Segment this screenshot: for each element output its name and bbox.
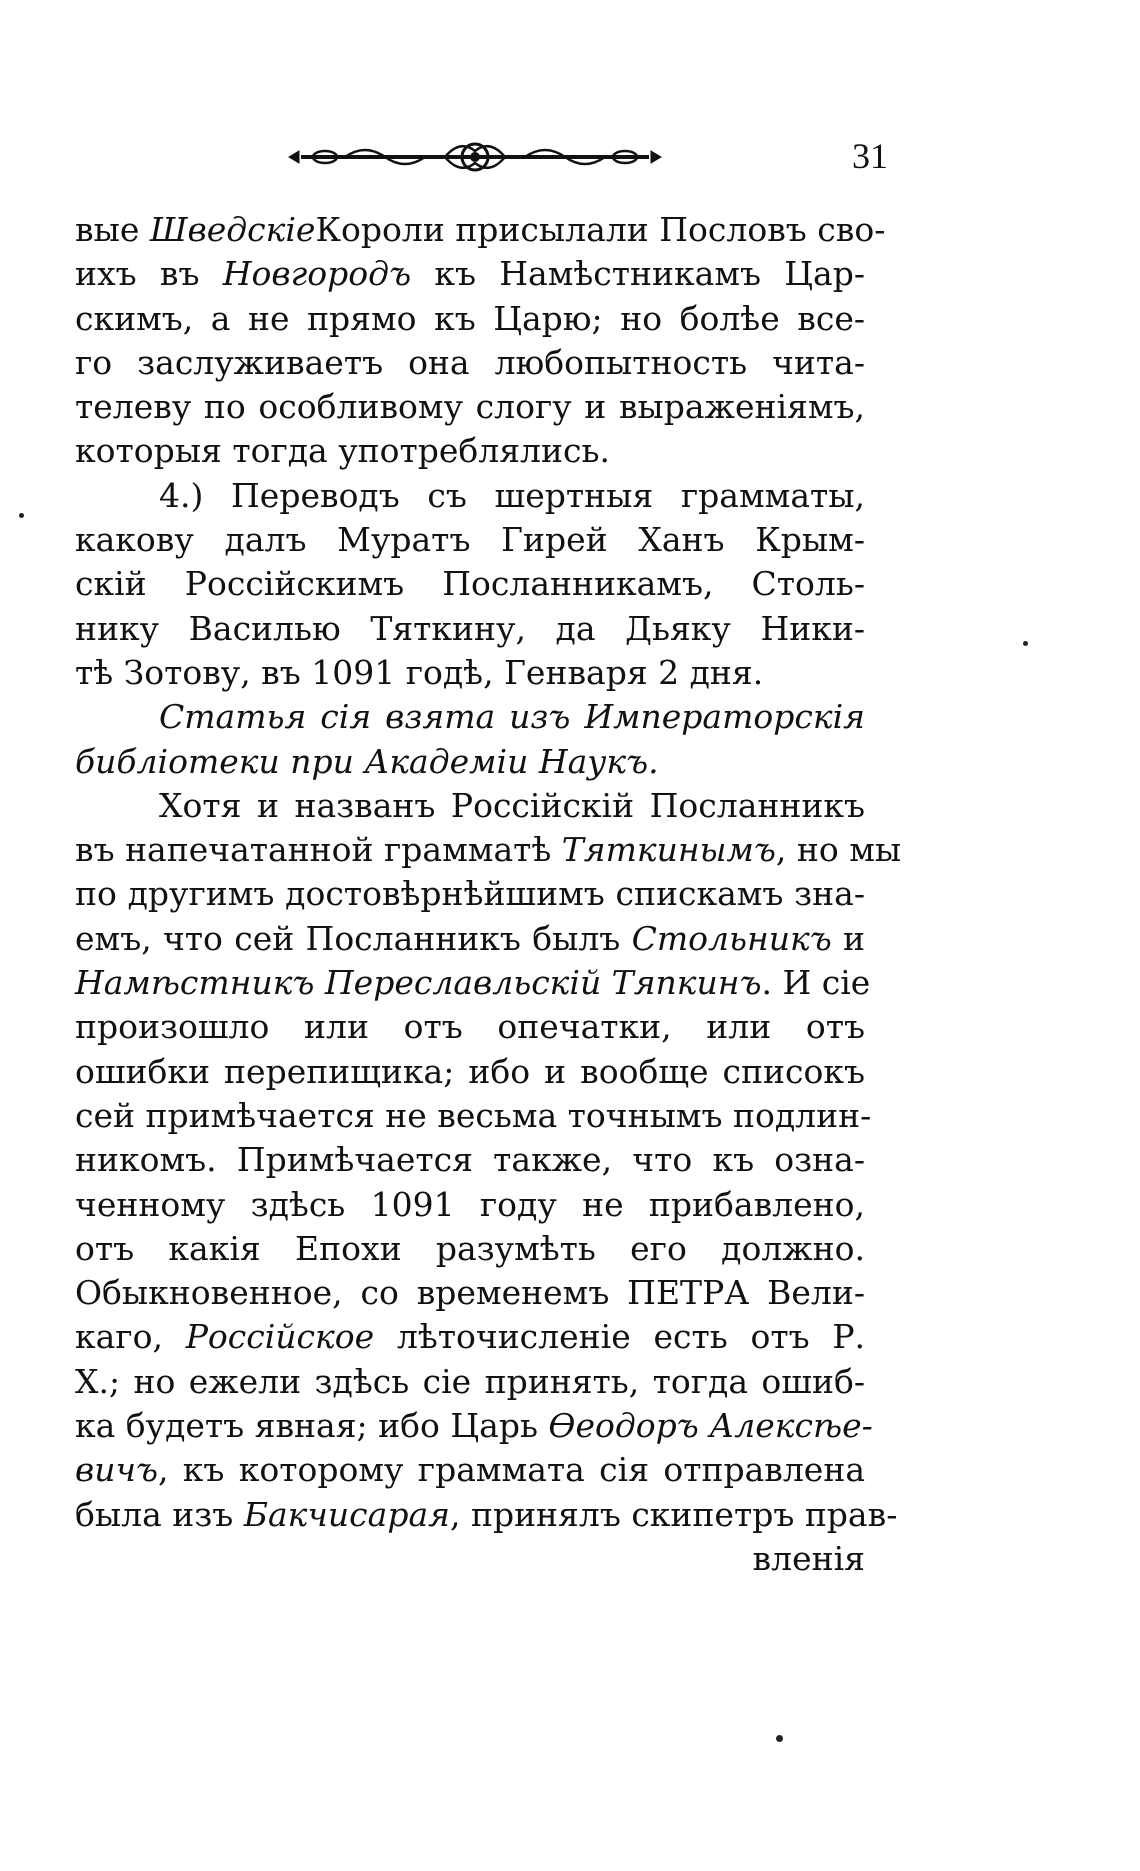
text-segment: го заслуживаетъ она любопытность чита-	[75, 342, 865, 382]
text-line	[75, 297, 865, 341]
text-line	[75, 695, 865, 739]
page-number: 31	[852, 136, 888, 176]
italic-text: Бакчисарая	[243, 1494, 450, 1534]
text-segment: Обыкновенное, со временемъ ПЕТРА Вели-	[75, 1273, 865, 1313]
text-segment: скій Россійскимъ Посланникамъ, Столь-	[75, 564, 865, 604]
text-segment: Хотя и названъ Россійскій Посланникъ	[159, 785, 865, 825]
text-segment: ченному здѣсь 1091 году не прибавлено,	[75, 1184, 865, 1224]
text-segment: сей примѣчается не весьма точнымъ подлин-	[75, 1095, 872, 1135]
text-segment: къ Намѣстникамъ Цар-	[411, 254, 866, 294]
text-segment: емъ, что сей Посланникъ былъ	[75, 918, 632, 958]
text-segment: скимъ, а не прямо къ Царю; но болѣе все-	[75, 298, 865, 338]
text-segment: каго,	[75, 1317, 186, 1357]
text-line	[75, 1271, 865, 1315]
text-line	[75, 872, 865, 916]
text-segment: нику Василью Тяткину, да Дьяку Ники-	[75, 608, 865, 648]
text-line	[75, 1493, 898, 1537]
italic-text: Новгородъ	[222, 254, 412, 294]
text-line	[75, 1448, 865, 1492]
text-line	[75, 1183, 865, 1227]
italic-text: библіотеки при Академіи Наукъ.	[75, 741, 659, 781]
text-segment: которыя тогда употреблялись.	[75, 431, 610, 471]
text-line	[75, 740, 865, 784]
text-segment: телеву по особливому слогу и выраженіямъ,	[75, 387, 865, 427]
text-segment: , но мы	[775, 830, 902, 870]
text-line	[75, 474, 865, 518]
text-segment: была изъ	[75, 1494, 244, 1534]
italic-text: Тяткинымъ	[561, 830, 776, 870]
text-segment: никомъ. Примѣчается также, что къ озна-	[75, 1140, 865, 1180]
italic-text: Статья сія взята изъ Императорскія	[159, 697, 865, 737]
text-segment: . И сіе	[761, 963, 871, 1003]
text-segment: Короли присылали Пословъ сво-	[315, 210, 886, 249]
text-line	[75, 1315, 865, 1359]
ornament-divider-icon	[285, 138, 665, 176]
text-segment: Х.; но ежели здѣсь сіе принять, тогда ошиб-	[75, 1361, 865, 1401]
text-segment: отъ какія Епохи разумѣть его должно.	[75, 1228, 865, 1268]
text-segment: вые	[75, 210, 150, 249]
italic-text: Намѣстникъ Переславльскій Тяпкинъ	[75, 963, 762, 1003]
text-segment: произошло или отъ опечатки, или отъ	[75, 1007, 865, 1047]
body-text	[75, 208, 902, 1581]
text-line	[75, 1227, 865, 1271]
text-line	[75, 828, 902, 872]
text-line	[75, 961, 871, 1005]
text-segment: 4.) Переводъ съ шертныя грамматы,	[159, 475, 865, 515]
ink-speck	[1023, 641, 1028, 646]
text-line	[75, 518, 865, 562]
text-line	[75, 1360, 865, 1404]
text-segment: по другимъ достовѣрнѣйшимъ спискамъ зна-	[75, 874, 865, 914]
page-header	[0, 138, 1140, 178]
text-line	[75, 385, 865, 429]
text-segment: ихъ въ	[75, 254, 223, 294]
italic-text: вичъ	[75, 1450, 158, 1490]
text-line	[75, 562, 865, 606]
text-line	[75, 208, 886, 252]
text-segment: и	[831, 918, 865, 958]
text-line	[75, 1050, 865, 1094]
text-segment: въ напечатанной грамматѣ	[75, 830, 562, 870]
text-segment: тѣ Зотову, въ 1091 годѣ, Генваря 2 дня.	[75, 652, 764, 692]
text-segment: , къ которому граммата сія отправлена	[157, 1450, 865, 1490]
text-line	[75, 784, 865, 828]
ink-speck	[19, 513, 24, 518]
text-line	[75, 341, 865, 385]
text-line	[75, 917, 865, 961]
italic-text: Өеодоръ Алексѣе-	[548, 1406, 873, 1446]
text-line	[75, 1404, 873, 1448]
ink-speck	[776, 1735, 783, 1742]
text-line	[75, 607, 865, 651]
text-line	[75, 429, 865, 473]
text-segment: ка будетъ явная; ибо Царь	[75, 1406, 549, 1446]
text-line	[75, 1094, 872, 1138]
text-segment: какову далъ Муратъ Гирей Ханъ Крым-	[75, 520, 865, 560]
text-line	[75, 1138, 865, 1182]
italic-text: Россійское	[185, 1317, 375, 1357]
text-line	[75, 252, 865, 296]
text-segment: лѣточисленіе есть отъ Р.	[374, 1317, 866, 1357]
text-segment: , принялъ скипетръ прав-	[449, 1494, 898, 1534]
italic-text: Шведскіе	[149, 210, 316, 249]
text-line	[75, 1005, 865, 1049]
text-segment: ошибки перепищика; ибо и вообще списокъ	[75, 1051, 865, 1091]
text-segment: вленія	[752, 1538, 865, 1578]
text-line	[75, 1537, 865, 1581]
italic-text: Стольникъ	[631, 918, 832, 958]
text-line	[75, 651, 865, 695]
